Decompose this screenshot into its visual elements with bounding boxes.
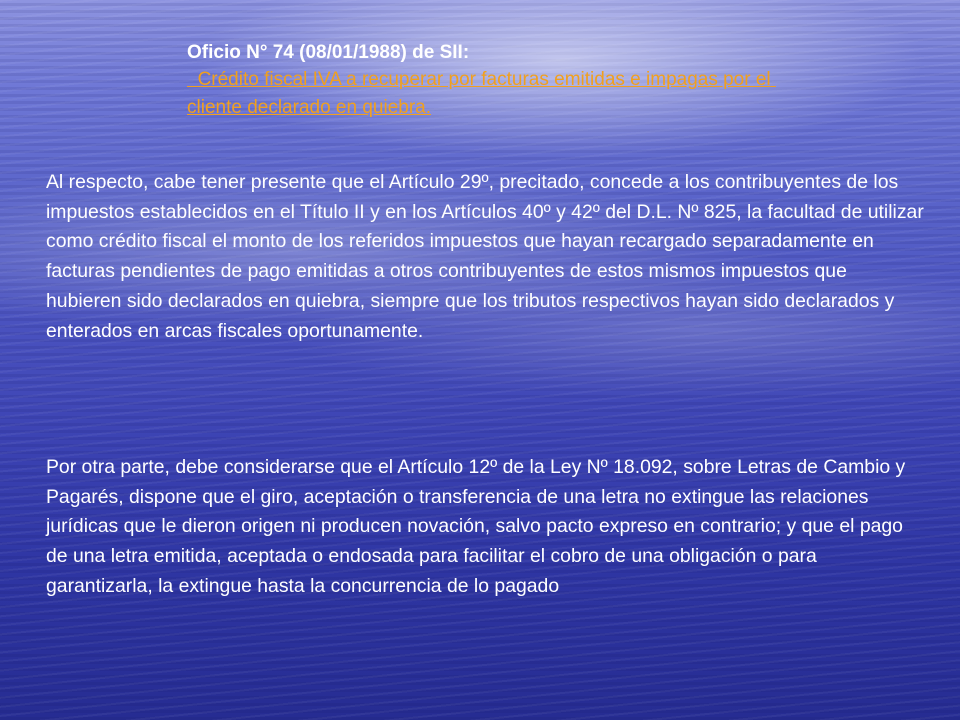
slide-title: Oficio N° 74 (08/01/1988) de SII: xyxy=(187,42,470,63)
body-paragraph-2: Por otra parte, debe considerarse que el Artículo 12º de la Ley Nº 18.092, sobre Letras de Cambio y Pagarés, dispone que el giro, aceptación o transferencia de una letra no extingue las relaciones jurídicas que le dieron origen ni producen novación, salvo pacto expreso en contrario; y que el pago de una letra emitida, aceptada o endosada para facilitar el cobro de una obligación o para garantizarla, la extingue hasta la concurrencia de lo pagado xyxy=(46,456,906,597)
slide-header xyxy=(187,40,787,122)
subtitle-link[interactable]: Crédito fiscal IVA a recuperar por facturas emitidas e impagas por el cliente declarado en quiebra. xyxy=(187,69,776,118)
body-paragraph-1: Al respecto, cabe tener presente que el Artículo 29º, precitado, concede a los contribuyentes de los impuestos establecidos en el Título II y en los Artículos 40º y 42º del D.L. Nº 825, la facultad de utilizar como crédito fiscal el monto de los referidos impuestos que hayan recargado separadamente en facturas pendientes de pago emitidas a otros contribuyentes de estos mismos impuestos que hubieren sido declarados en quiebra, siempre que los tributos respectivos hayan sido declarados y enterados en arcas fiscales oportunamente. xyxy=(46,171,924,342)
